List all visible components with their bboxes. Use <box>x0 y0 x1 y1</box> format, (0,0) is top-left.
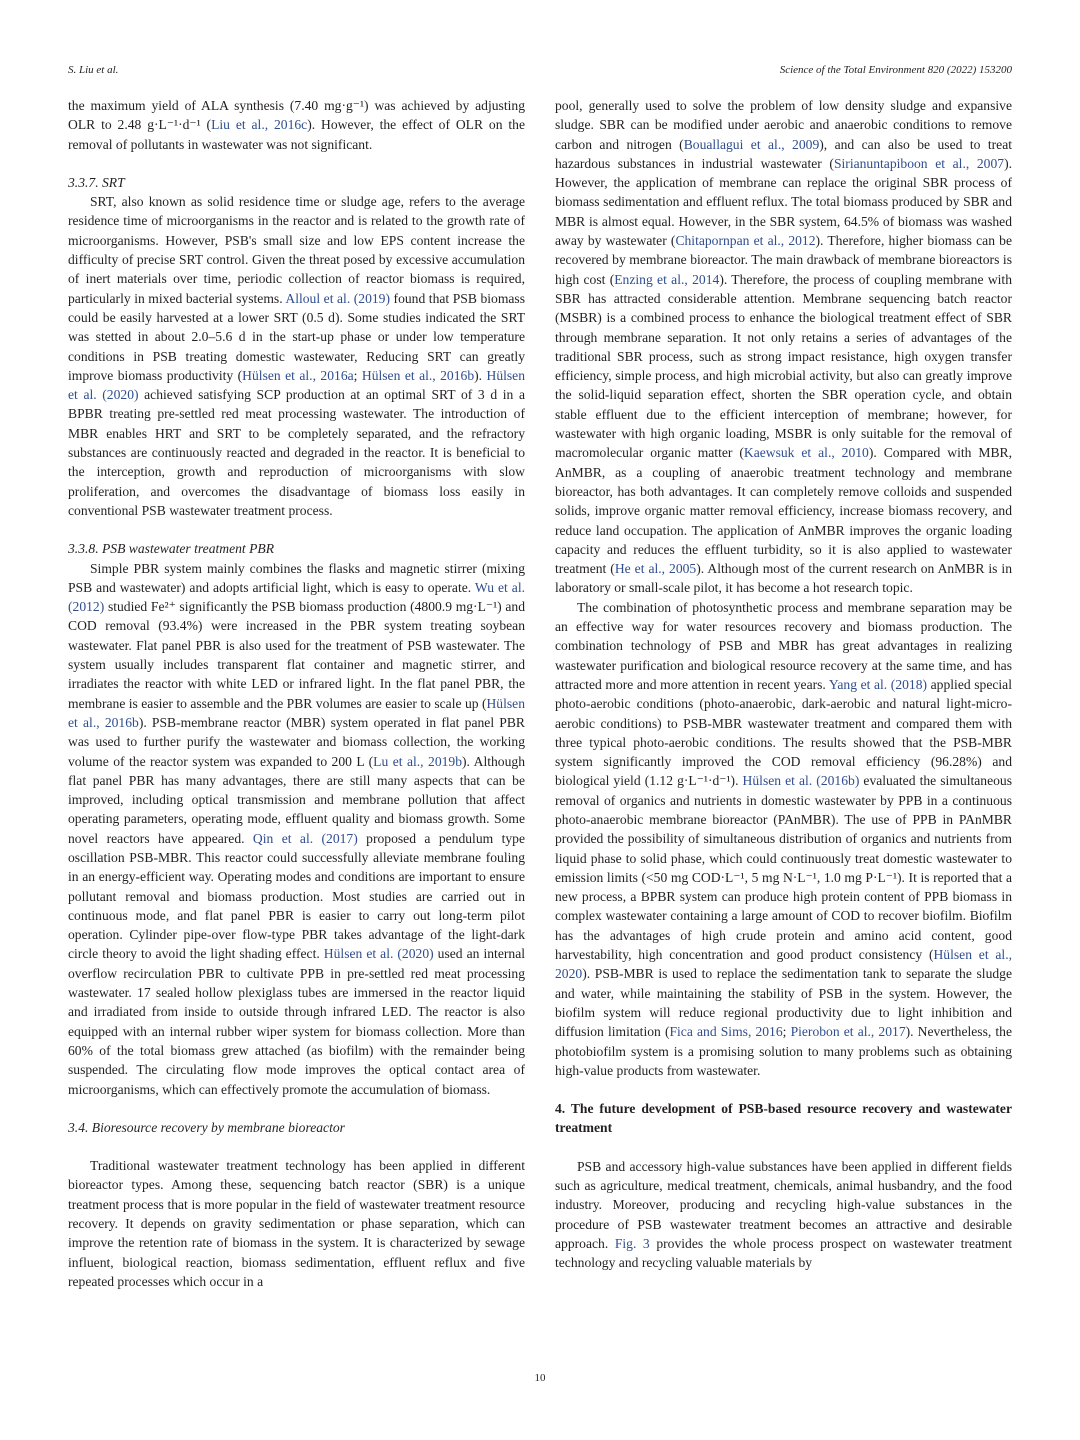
section-heading: 3.4. Bioresource recovery by membrane bioreactor <box>68 1119 345 1135</box>
text-run: ). However, the effect of OLR on the removal of pollutants in wastewater was not significant. <box>68 117 526 152</box>
citation-link[interactable]: Kaewsuk et al., 2010 <box>743 445 869 461</box>
paragraph <box>68 559 525 1099</box>
text-run: the maximum yield of ALA synthesis (7.40 mg·g⁻¹) was achieved by adjusting OLR to 2.48 g·L⁻¹·d⁻¹ ( <box>68 98 525 133</box>
citation-link[interactable]: Alloul et al. (2019) <box>285 290 391 306</box>
citation-link[interactable]: Hülsen et al., 2020 <box>555 947 1012 982</box>
text-run: ). Compared with MBR, AnMBR, as a coupling of anaerobic treatment technology and membrane bioreactor, has both advantages. It can completely remove colloids and suspended solids, improve organic matter removal efficiency, increase biomass recovery, and reduce land occupation. The application of AnMBR improves the organic loading capacity and reduces the effluent turbidity, so it is also applied to wastewater treatment ( <box>555 445 1012 577</box>
running-header-authors: S. Liu et al. <box>68 64 119 76</box>
citation-link[interactable]: Fig. 3 <box>614 1235 650 1251</box>
text-run: proposed a pendulum type oscillation PSB-MBR. This reactor could successfully alleviate membrane fouling in an energy-efficient way. Operating modes and conditions are important to ensure pollutant removal and biomass production. Most studies are carried out in continuous mode, and flat panel PBR is easier to carry out long-term pilot operation. Cylinder pipe-over flow-type PBR takes advantage of the light-dark circle theory to avoid the light shading effect. <box>68 830 525 962</box>
text-run: ). However, the application of membrane can replace the original SBR process of biomass sedimentation and effluent reflux. The total biomass produced by SBR and MBR is almost equal. However, in the SBR system, 64.5% of biomass was washed away by wastewater ( <box>555 155 1013 249</box>
citation-link[interactable]: Hülsen et al., 2016b <box>361 367 475 383</box>
citation-link[interactable]: Hülsen et al., 2016b <box>68 695 525 730</box>
citation-link[interactable]: Chitapornpan et al., 2012 <box>675 233 816 249</box>
left-column <box>68 96 525 1291</box>
citation-link[interactable]: Pierobon et al., 2017 <box>790 1024 906 1040</box>
text-run: pool, generally used to solve the problem of low density sludge and expansive sludge. SBR can be modified under aerobic and anaerobic conditions to remove carbon and nitrogen ( <box>555 98 1012 152</box>
text-run: evaluated the simultaneous removal of organics and nutrients in domestic wastewater by PPB in a continuous photo-anaerobic membrane bioreactor (PAnMBR). The use of PPB in PAnMBR provided the possibility of simultaneous distribution of organics and nutrients from liquid phase to solid phase, which could continuously treat domestic wastewater to emission limits (<50 mg COD·L⁻¹, 5 mg N·L⁻¹, 1.0 mg P·L⁻¹). It is reported that a new process, a BPBR system can produce high protein content of PPB biomass in complex wastewater containing a large amount of COD to recover biofilm. Biofilm has the advantages of high crude protein and amino acid content, good harvestability, high concentration and good product consistency ( <box>555 773 1012 963</box>
section-heading: 4. The future development of PSB-based resource recovery and wastewater treatment <box>555 1101 1012 1136</box>
text-run: ), and can also be used to treat hazardous substances in industrial wastewater ( <box>555 136 1012 171</box>
citation-link[interactable]: Yang et al. (2018) <box>828 676 928 692</box>
text-run: ). Nevertheless, the photobiofilm system is a promising solution to many problems such as obtaining high-value products from wastewater. <box>555 1024 1013 1078</box>
text-run: found that PSB biomass could be easily harvested at a lower SRT (0.5 d). Some studies indicated the SRT was stetted in about 2.0–5.6 d in the start-up phase or under low temperature conditions in PSB treating domestic wastewater, Reducing SRT can greatly improve biomass productivity ( <box>68 290 526 383</box>
right-column <box>555 96 1012 1273</box>
paragraph <box>68 192 525 520</box>
paragraph <box>68 96 525 154</box>
text-run: ; <box>782 1024 791 1040</box>
text-run: studied Fe²⁺ significantly the PSB biomass production (4800.9 mg·L⁻¹) and COD removal (93.4%) were increased in the PBR system treating soybean wastewater. Flat panel PBR is also used for the treatment of PSB wastewater. The system usually includes transparent flat container and magnetic stirrer, and irradiates the reactor with white LED or infrared light. In the flat panel PBR, the membrane is easier to assemble and the PBR volumes are easier to scale up ( <box>68 599 525 711</box>
section-heading: 3.3.8. PSB wastewater treatment PBR <box>68 541 275 557</box>
text-run: ). PSB-MBR is used to replace the sedimentation tank to separate the sludge and water, while maintaining the stability of PSB in the system. However, the biofilm system will reduce regional productivity due to light inhibition and diffusion limitation ( <box>555 966 1012 1040</box>
citation-link[interactable]: Wu et al. (2012) <box>68 579 525 615</box>
citation-link[interactable]: He et al., 2005 <box>614 561 697 577</box>
text-run: applied special photo-aerobic conditions (photo-anaerobic, dark-aerobic and natural light-micro-aerobic conditions) to PSB-MBR wastewater treatment and compared them with three typical photo-aerobic conditions. The results showed that the PSB-MBR system significantly improved the COD removal efficiency (96.28%) and biological yield (1.12 g·L⁻¹·d⁻¹). <box>555 676 1012 789</box>
citation-link[interactable]: Hülsen et al., 2016a <box>242 367 354 383</box>
paragraph <box>68 1156 525 1291</box>
citation-link[interactable]: Fica and Sims, 2016 <box>669 1024 783 1040</box>
spacer <box>68 1137 525 1156</box>
paragraph <box>555 1157 1012 1273</box>
paragraph <box>555 598 1012 1080</box>
text-run: SRT, also known as solid residence time or sludge age, refers to the average residence time of microorganisms in the reactor and is related to the growth rate of microorganisms. However, PSB's small size and low EPS content increase the difficulty of precise SRT control. Given the threat posed by excessive accumulation of inert materials over time, periodic collection of reactor biomass is required, particularly in mixed bacterial systems. <box>68 194 525 306</box>
citation-link[interactable]: Bouallagui et al., 2009 <box>683 136 820 152</box>
citation-link[interactable]: Qin et al. (2017) <box>252 830 358 846</box>
paragraph <box>555 96 1012 598</box>
text-run: ). Although most of the current research on AnMBR is in laboratory or small-scale pilot, it has become a hot research topic. <box>555 561 1012 596</box>
citation-link[interactable]: Liu et al., 2016c <box>211 117 308 133</box>
text-run: ; <box>353 367 362 383</box>
citation-link[interactable]: Enzing et al., 2014 <box>614 271 720 287</box>
text-run: ). Therefore, higher biomass can be recovered by membrane bioreactor. The main drawback of membrane bioreactors is high cost ( <box>555 233 1012 287</box>
text-run: ). Therefore, the process of coupling membrane with SBR has attracted considerable attention. Membrane sequencing batch reactor (MSBR) is a combined process to enhance the biological treatment effect of SBR through membrane separation. It not only retains a series of advantages of the traditional SBR process, such as strong impact resistance, high oxygen transfer efficiency, simple process, and high microbial activity, but also can greatly improve the solid-liquid separation effect, shorten the SBR operation cycle, and obtain stable effluent due to the efficient interception of membrane; however, for wastewater with high organic loading, MSBR is only suitable for the removal of macromolecular organic matter ( <box>555 271 1012 461</box>
page-number: 10 <box>534 1372 546 1384</box>
citation-link[interactable]: Hülsen et al. (2020) <box>68 367 526 403</box>
text-run: The combination of photosynthetic process and membrane separation may be an effective way for water resources recovery and biomass production. The combination technology of PSB and MBR has great advantages in realizing wastewater purification and biological resource recovery at the same time, and has attracted more and more attention in recent years. <box>555 599 1012 692</box>
section-heading: 3.3.7. SRT <box>68 174 125 190</box>
citation-link[interactable]: Lu et al., 2019b <box>373 753 463 769</box>
text-run: provides the whole process prospect on wastewater treatment technology and recycling valuable materials by <box>555 1235 1012 1271</box>
text-run: used an internal overflow recirculation PBR to cultivate PPB in pre-settled red meat processing wastewater. 17 sealed hollow plexiglass tubes are immersed in the reactor liquid and irradiated from inside to outside through infrared LED. The reactor is also equipped with an internal rubber wiper system for biomass collection. More than 60% of the total biomass grew attached (as biofilm) with the remainder being suspended. The circulating flow mode improves the optical contact area of microorganisms, which can effectively promote the accumulation of biomass. <box>68 946 525 1097</box>
citation-link[interactable]: Sirianuntapiboon et al., 2007 <box>833 155 1005 171</box>
text-run: ). <box>474 367 487 383</box>
text-run: Simple PBR system mainly combines the flasks and magnetic stirrer (mixing PSB and wastewater) and adopts artificial light, which is easy to operate. <box>68 560 525 595</box>
text-run: achieved satisfying SCP production at an optimal SRT of 3 d in a BPBR treating pre-settled red meat processing wastewater. The introduction of MBR enables HRT and SRT to be completely separated, and the refractory substances are continuously reacted and degraded in the reactor. It is beneficial to the interception, growth and reproduction of microorganisms with slow proliferation, and overcomes the disadvantage of biomass loss easily in conventional PSB wastewater treatment process. <box>68 387 525 518</box>
citation-link[interactable]: Hülsen et al. (2020) <box>323 946 434 962</box>
text-run: ). PSB-membrane reactor (MBR) system operated in flat panel PBR was used to further purify the wastewater and biomass collection, the working volume of the reactor system was expanded to 200 L ( <box>68 714 525 769</box>
text-run: Traditional wastewater treatment technology has been applied in different bioreactor types. Among these, sequencing batch reactor (SBR) is a unique treatment process that is more popular in the field of wastewater treatment resource recovery. It depends on gravity sedimentation or phase separation, which can improve the retention rate of biomass in the system. It is characterized by sewage influent, biological reaction, biomass sedimentation, effluent reflux and five repeated processes which occur in a <box>68 1158 525 1289</box>
citation-link[interactable]: Hülsen et al. (2016b) <box>742 773 860 789</box>
running-header-journal: Science of the Total Environment 820 (2022) 153200 <box>779 64 1012 76</box>
text-run: ). Although flat panel PBR has many advantages, there are still many aspects that can be improved, including optical transmission and membrane pollution that affect operating parameters, operating mode, effluent quality and biomass growth. Some novel reactors have appeared. <box>68 753 525 846</box>
text-run: PSB and accessory high-value substances have been applied in different fields such as agriculture, medical treatment, chemicals, animal husbandry, and the food industry. Moreover, producing and recycling high-value substances in the procedure of PSB wastewater treatment becomes an attractive and desirable approach. <box>555 1158 1012 1251</box>
